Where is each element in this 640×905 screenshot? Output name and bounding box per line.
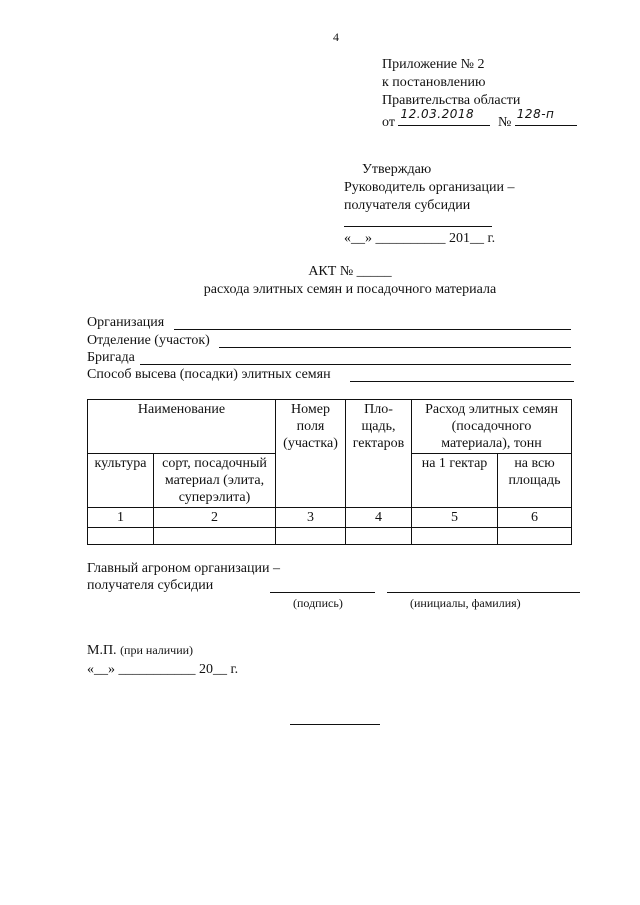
decree-date-field	[398, 107, 490, 126]
stamp-date-line: «__» ___________ 20__ г.	[87, 662, 239, 677]
subheader-total-area: на всю площадь	[498, 454, 572, 508]
signature-caption-sign: (подпись)	[293, 596, 343, 610]
column-number-5: 5	[412, 508, 498, 528]
appendix-date-row	[382, 107, 577, 131]
signature-line-1: Главный агроном организации –	[87, 561, 280, 576]
subheader-per-hectare: на 1 гектар	[412, 454, 498, 508]
organization-line	[174, 329, 571, 330]
department-label: Отделение (участок)	[87, 333, 210, 348]
appendix-from-prefix: от	[382, 115, 395, 130]
column-number-2: 2	[154, 508, 276, 528]
act-subtitle: расхода элитных семян и посадочного материала	[203, 282, 497, 297]
approval-line-2: получателя субсидии	[344, 198, 471, 213]
table-cell	[154, 528, 276, 545]
signature-line-2: получателя субсидии	[87, 578, 214, 593]
column-number-3: 3	[276, 508, 346, 528]
decree-date-handwritten: 12.03.2018	[400, 107, 475, 121]
department-line	[219, 347, 571, 348]
subheader-culture: культура	[88, 454, 154, 508]
appendix-line-1: Приложение № 2	[382, 57, 485, 72]
decree-number-field	[515, 107, 577, 126]
table-cell	[276, 528, 346, 545]
stamp-mp-note: (при наличии)	[120, 643, 194, 657]
signature-sign-line	[270, 592, 375, 593]
appendix-line-3: Правительства области	[382, 93, 521, 108]
table-numbering-row	[88, 508, 572, 528]
bottom-separator	[290, 724, 380, 725]
column-number-4: 4	[346, 508, 412, 528]
act-table	[87, 399, 572, 545]
header-area: Пло- щадь, гектаров	[346, 400, 412, 508]
header-name: Наименование	[88, 400, 276, 454]
appendix-line-2: к постановлению	[382, 75, 486, 90]
table-cell	[412, 528, 498, 545]
appendix-number-prefix: №	[497, 115, 512, 130]
column-number-6: 6	[498, 508, 572, 528]
approval-signature-line	[344, 226, 492, 227]
table-cell	[346, 528, 412, 545]
header-consumption: Расход элитных семян (посадочного материала), тонн	[412, 400, 572, 454]
brigade-label: Бригада	[87, 350, 135, 365]
table-cell	[498, 528, 572, 545]
column-number-1: 1	[88, 508, 154, 528]
organization-label: Организация	[87, 315, 165, 330]
approval-date-line: «__» __________ 201__ г.	[344, 231, 496, 246]
table-row	[88, 528, 572, 545]
stamp-mp: М.П.	[87, 643, 117, 658]
approval-title: Утверждаю	[362, 162, 432, 177]
page-number: 4	[333, 30, 339, 44]
signature-caption-name: (инициалы, фамилия)	[410, 596, 521, 610]
approval-line-1: Руководитель организации –	[344, 180, 515, 195]
decree-number-handwritten: 128-п	[516, 107, 555, 121]
header-field-number: Номер поля (участка)	[276, 400, 346, 508]
signature-name-line	[387, 592, 580, 593]
sowing-method-line	[350, 381, 574, 382]
sowing-method-label: Способ высева (посадки) элитных семян	[87, 367, 331, 382]
table-cell	[88, 528, 154, 545]
subheader-variety: сорт, посадочный материал (элита, суперэлита)	[154, 454, 276, 508]
table-header-row	[88, 400, 572, 454]
stamp-mp-row	[87, 643, 193, 659]
act-title: АКТ № _____	[308, 264, 392, 279]
brigade-line	[140, 364, 571, 365]
